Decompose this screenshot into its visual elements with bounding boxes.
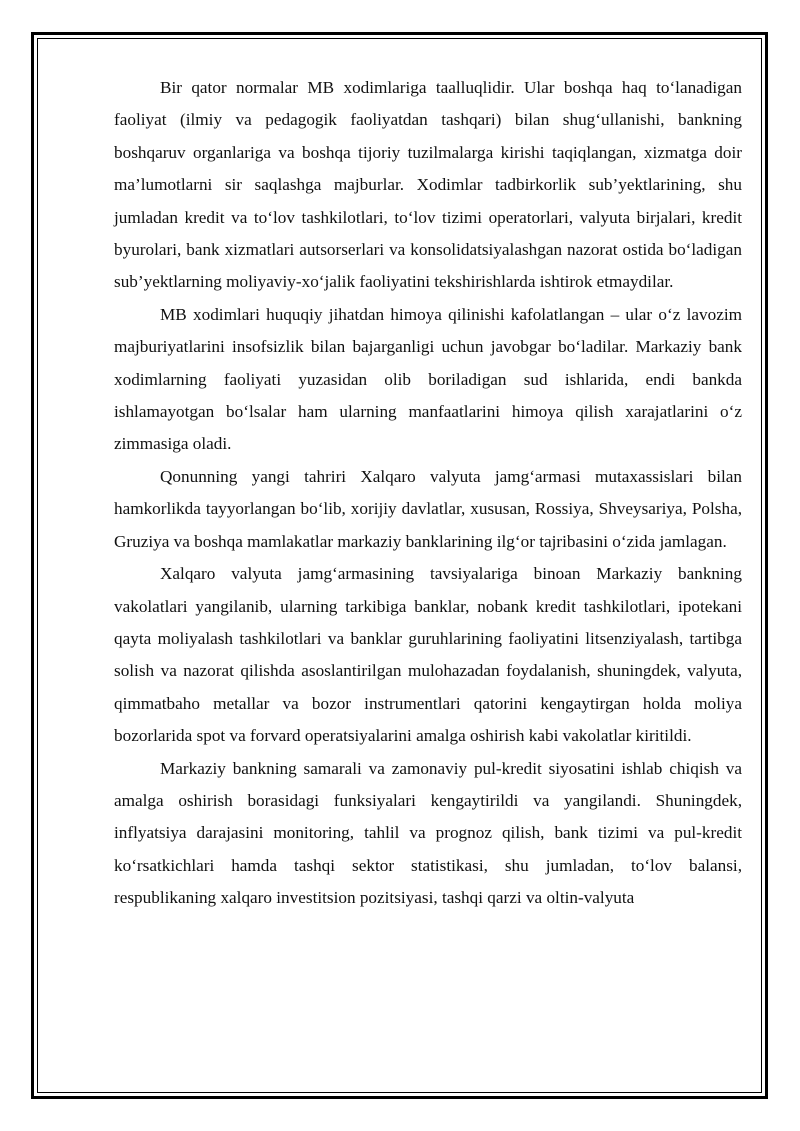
paragraph-1: Bir qator normalar MB xodimlariga taalluqlidir. Ular boshqa haq to‘lanadigan faoliyat (ilmiy va pedagogik faoliyatdan tashqari) bilan shug‘ullanishi, bankning boshqaruv organlariga va boshqa tijoriy tuzilmalarga kirishi taqiqlangan, xizmatga doir ma’lumotlarni sir saqlashga majburlar. Xodimlar tadbirkorlik sub’yektlarining, shu jumladan kredit va to‘lov tashkilotlari, to‘lov tizimi operatorlari, valyuta birjalari, kredit byurolari, bank xizmatlari autsorserlari va konsolidatsiyalashgan nazorat ostida bo‘ladigan sub’yektlarning moliyaviy-xo‘jalik faoliyatini tekshirishlarda ishtirok etmaydilar. [114, 78, 742, 292]
document-body [114, 72, 742, 915]
paragraph-4: Xalqaro valyuta jamg‘armasining tavsiyalariga binoan Markaziy bankning vakolatlari yangilanib, ularning tarkibiga banklar, nobank kredit tashkilotlari, ipotekani qayta moliyalash tashkilotlari va banklar guruhlarining faoliyatini litsenziyalash, tartibga solish va nazorat qilishda asoslantirilgan mulohazadan foydalanish, shuningdek, valyuta, qimmatbaho metallar va bozor instrumentlari qatorini kengaytirgan holda moliya bozorlarida spot va forvard operatsiyalarini amalga oshirish kabi vakolatlar kiritildi. [114, 564, 742, 746]
paragraph-5: Markaziy bankning samarali va zamonaviy pul-kredit siyosatini ishlab chiqish va amalga oshirish borasidagi funksiyalari kengaytirildi va yangilandi. Shuningdek, inflyatsiya darajasini monitoring, tahlil va prognoz qilish, bank tizimi va pul-kredit ko‘rsatkichlari hamda tashqi sektor statistikasi, shu jumladan, to‘lov balansi, respublikaning xalqaro investitsion pozitsiyasi, tashqi qarzi va oltin-valyuta [114, 758, 742, 908]
paragraph-3: Qonunning yangi tahriri Xalqaro valyuta jamg‘armasi mutaxassislari bilan hamkorlikda tayyorlangan bo‘lib, xorijiy davlatlar, xususan, Rossiya, Shveysariya, Polsha, Gruziya va boshqa mamlakatlar markaziy banklarining ilg‘or tajribasini o‘zida jamlagan. [114, 466, 742, 551]
paragraph-2: MB xodimlari huquqiy jihatdan himoya qilinishi kafolatlangan – ular o‘z lavozim majburiyatlarini insofsizlik bilan bajarganligi uchun javobgar bo‘ladilar. Markaziy bank xodimlarning faoliyati yuzasidan olib boriladigan sud ishlarida, endi bankda ishlamayotgan bo‘lsalar ham ularning manfaatlarini himoya qilish xarajatlarini o‘z zimmasiga oladi. [114, 304, 742, 454]
